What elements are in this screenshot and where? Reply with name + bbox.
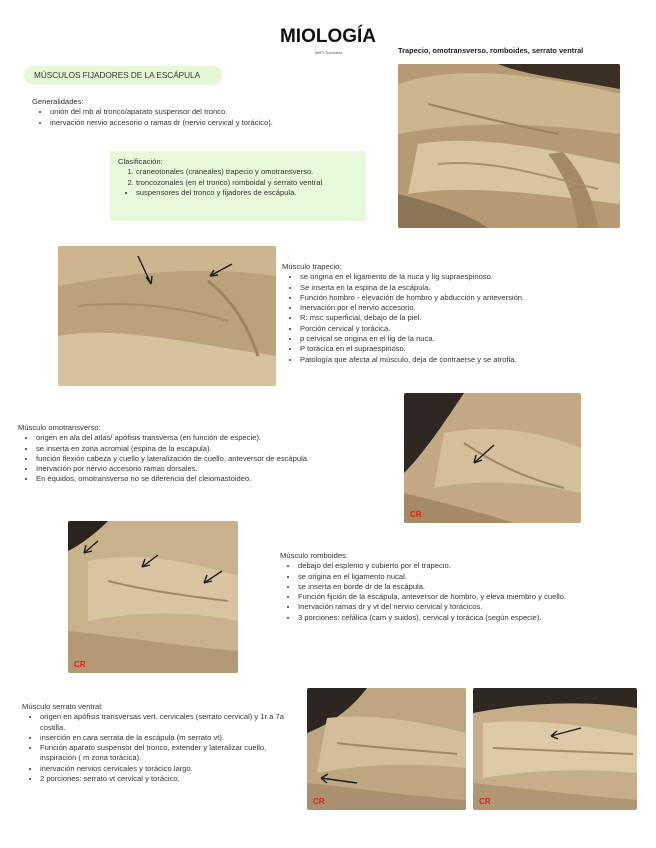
list-item: • Patología que afecta al músculo, deja de contraerse y se atrofia. [300, 355, 632, 365]
serrato-block [22, 702, 294, 784]
list-item: • se origina en el ligamento de la nuca y lig supraespinoso. [300, 272, 632, 282]
list-item: • p cervical se origina en el lig de la nuca. [300, 334, 632, 344]
dissection-photo-romboides [68, 521, 238, 673]
list-item: • Función fijción de la escápula, anteversor de hombro, y eleva miembro y cuello. [298, 592, 602, 602]
list-item: • se origina en el ligamento nucal. [298, 572, 602, 582]
trapecio-heading: Músculo trapecio: [282, 262, 342, 271]
photo-mark: CR [479, 797, 491, 806]
photo-mark: CR [74, 660, 86, 669]
list-item: • función flexión cabeza y cuello y lateralización de cuello, anteversor de escápula. [36, 454, 388, 464]
list-item: • inserción en cara serrata de la escápula (m serrato vt). [40, 733, 294, 743]
serrato-heading: Músculo serrato ventral: [22, 702, 104, 711]
list-item: • Porción cervical y torácica. [300, 324, 632, 334]
page-title: MIOLOGÍA [279, 26, 377, 47]
list-item: • R: msc superficial, debajo de la piel. [300, 313, 632, 323]
list-item: • origen en ala del atlas/ apófisis transversa (en función de especie). [36, 433, 388, 443]
list-item: 2. troncozonales (en el tronco) romboidal y serrato ventral [136, 178, 358, 188]
list-item: 1. craneotonales (craneales) trapecio y omotransverso. [136, 167, 358, 177]
clasificacion-box [110, 151, 366, 221]
list-item: • Función hombro - elevación de hombro y abducción y anteversión. [300, 293, 632, 303]
generalidades-heading: Generalidades: [32, 97, 84, 106]
trapecio-block [282, 262, 632, 365]
dissection-photo-serrato-2 [473, 688, 637, 810]
list-item: • suspensores del tronco y fijadores de escápula. [136, 188, 358, 198]
romboides-block [280, 551, 602, 623]
list-item: • Función aparato suspensor del tronco, extender y lateralizar cuello, inspiración ( m zona torácica). [40, 743, 294, 764]
list-item: • Se inserta en la espina de la escápula. [300, 283, 632, 293]
list-item: • Inervación ramas dr y vt del nervio cervical y torácicos. [298, 602, 602, 612]
list-item: • inervación nervio accesorio o ramas dr (nervio cervical y torácico). [50, 118, 372, 128]
omotransverso-heading: Músculo omotransverso: [18, 423, 101, 432]
omotransverso-block [18, 423, 388, 485]
photo-mark: CR [410, 510, 422, 519]
dissection-photo-trapecio-omotransverso [398, 64, 620, 228]
list-item: • Inervación por el nervio accesorio. [300, 303, 632, 313]
romboides-heading: Músculo romboides: [280, 551, 348, 560]
dissection-photo-serrato-1 [307, 688, 466, 810]
list-item: • Inervación por nervio accesorio ramas dorsales. [36, 464, 388, 474]
author-credit: iMiPi-Tutoriales [315, 50, 343, 55]
list-item: • debajo del esplenio y cubierto por el trapecio. [298, 561, 602, 571]
list-item: • origen en apófisis transversas vert. cervicales (serrato cervical) y 1r a 7a costilla. [40, 712, 294, 733]
list-item: • se inserta en zona acromial (espina de la escápula). [36, 444, 388, 454]
list-item: • 3 porciones: cefálica (cam y suidos), cervical y torácica (según especie). [298, 613, 602, 623]
list-item: • P torácica en el supraespinoso. [300, 344, 632, 354]
list-item: • unión del mb al tronco/aparato suspensor del tronco. [50, 107, 372, 117]
list-item: • se inserta en borde dr de la escápula. [298, 582, 602, 592]
list-item: • En équidos, omotransverso no se diferencia del cleiomastoideo. [36, 474, 388, 484]
generalidades-block [32, 97, 372, 128]
list-item: • 2 porciones: serrato vt cervical y torácico. [40, 774, 294, 784]
clasificacion-heading: Clasificación: [118, 157, 163, 166]
list-item: • inervación nervios cervicales y torácico largo. [40, 764, 294, 774]
dissection-photo-omotransverso [404, 393, 581, 523]
dissection-photo-trapecio [58, 246, 276, 386]
photo-caption: Trapecio, omotransverso, romboides, serrato ventral [398, 46, 584, 55]
photo-mark: CR [313, 797, 325, 806]
section-heading: MÚSCULOS FIJADORES DE LA ESCÁPULA [24, 66, 222, 85]
